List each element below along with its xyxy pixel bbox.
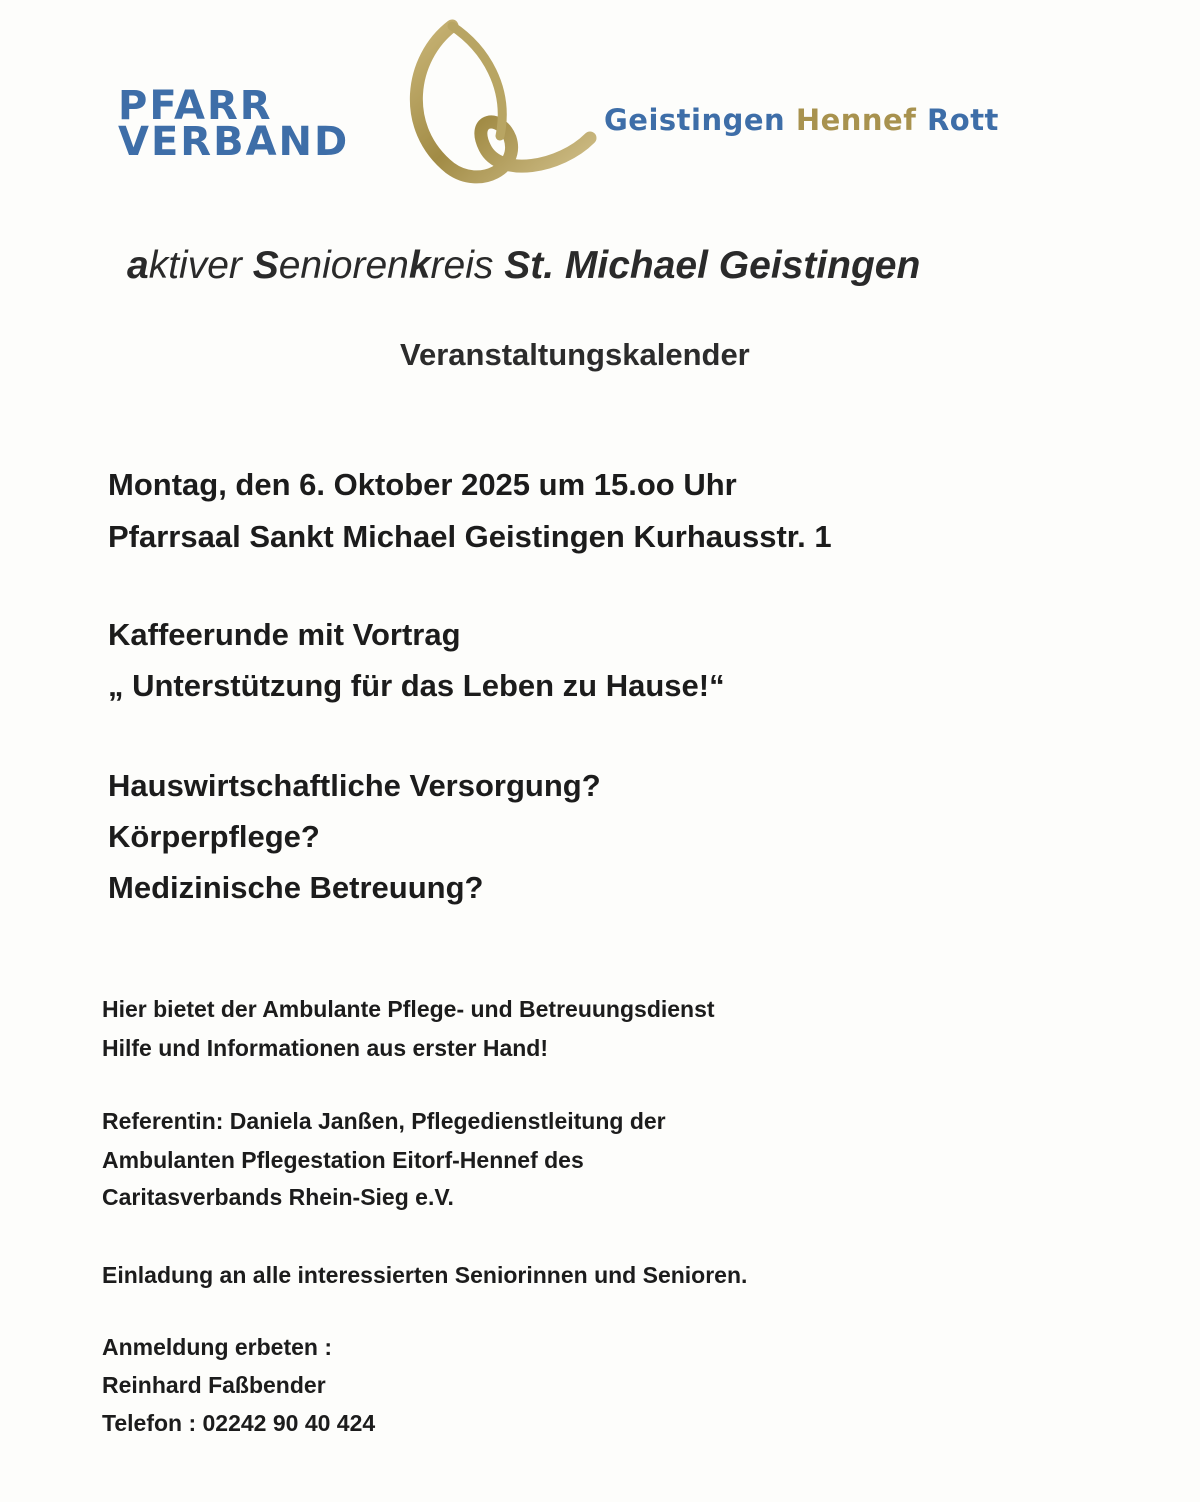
speaker-line: Ambulanten Pflegestation Eitorf-Hennef des [102, 1147, 584, 1173]
question-item: Körperpflege? [108, 819, 320, 854]
town-rott: Rott [926, 103, 999, 137]
page-subtitle: Veranstaltungskalender [400, 337, 750, 372]
town-hennef: Hennef [795, 103, 917, 137]
contact-name: Reinhard Faßbender [102, 1372, 326, 1398]
parish-logo-wordmark [118, 83, 350, 165]
invitation-text: Einladung an alle interessierten Seniorinnen und Senioren. [102, 1262, 748, 1288]
offer-line: Hier bietet der Ambulante Pflege- und Betreuungsdienst [102, 996, 715, 1022]
speaker-line: Caritasverbands Rhein-Sieg e.V. [102, 1184, 454, 1210]
parish-towns [604, 103, 999, 137]
logo-line-1: PFARR [118, 83, 273, 129]
ribbon-logo-icon [390, 18, 600, 193]
question-item: Medizinische Betreuung? [108, 870, 484, 905]
logo-line-2: VERBAND [118, 119, 350, 165]
page-title: aktiver Seniorenkreis St. Michael Geistingen [127, 244, 921, 287]
talk-title: „ Unterstützung für das Leben zu Hause!“ [108, 668, 725, 703]
speaker-line: Referentin: Daniela Janßen, Pflegedienstleitung der [102, 1108, 666, 1134]
event-location: Pfarrsaal Sankt Michael Geistingen Kurhausstr. 1 [108, 519, 832, 554]
registration-label: Anmeldung erbeten : [102, 1334, 333, 1360]
question-item: Hauswirtschaftliche Versorgung? [108, 768, 601, 803]
event-date: Montag, den 6. Oktober 2025 um 15.oo Uhr [108, 467, 737, 502]
town-geistingen: Geistingen [604, 103, 786, 137]
event-topic: Kaffeerunde mit Vortrag [108, 617, 461, 652]
contact-phone: Telefon : 02242 90 40 424 [102, 1410, 376, 1436]
offer-line: Hilfe und Informationen aus erster Hand! [102, 1035, 548, 1061]
